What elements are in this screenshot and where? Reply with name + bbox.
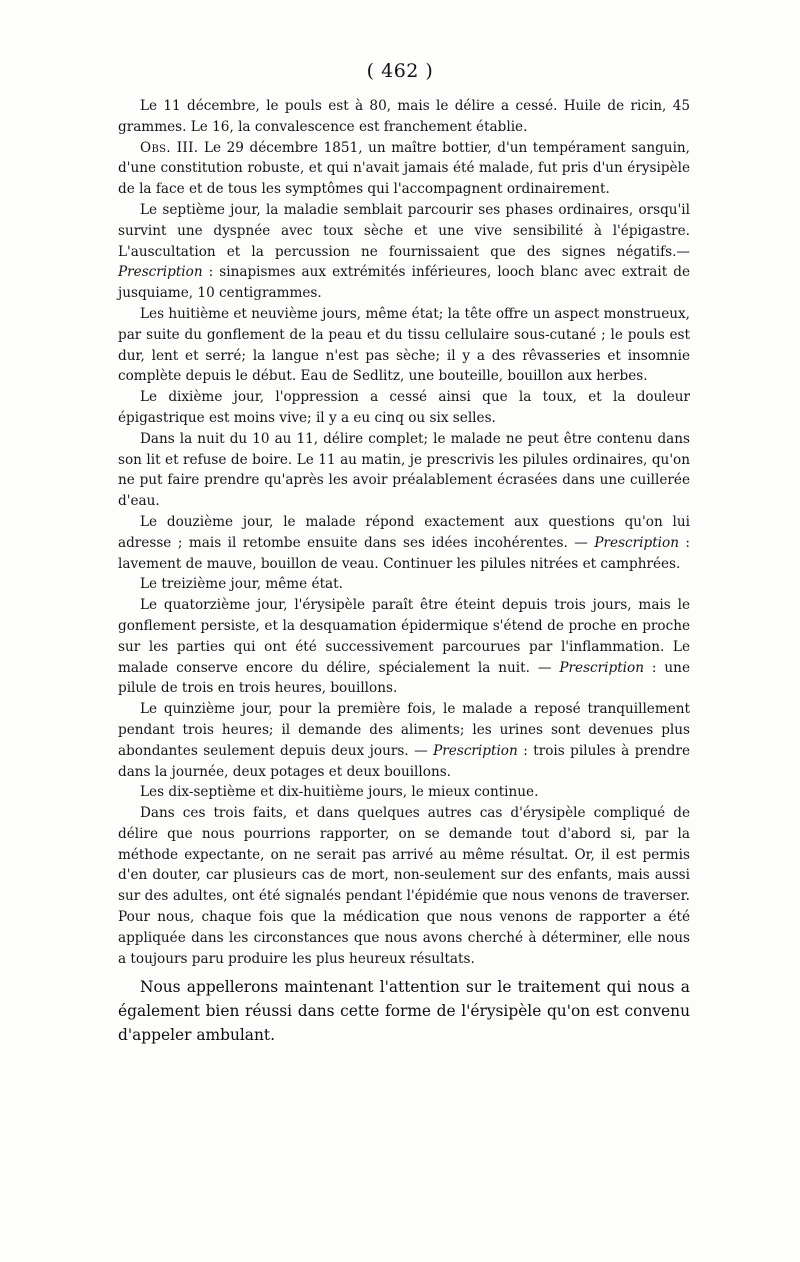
paragraph-11: Les dix-septième et dix-huitième jours, le mieux continue.: [140, 784, 539, 801]
paragraph-7-after: : lavement de mauve, bouillon de veau. Continuer les pilules nitrées et camphrées.: [118, 534, 691, 572]
paragraph-9-text: Le quatorzième jour, l'érysipèle paraît être éteint depuis trois jours, mais le gonflement persiste, et la desquamation épidermique s'étend de proche en proche sur les parties qui ont été successivement parcourues par l'inflammation. Le malade conserve encore du délire, spécialement la nuit. —: [118, 597, 690, 676]
prescription-label: Prescription: [118, 264, 203, 281]
paragraph-7: [118, 512, 690, 574]
observation-text: Le 29 décembre 1851, un maître bottier, d'un tempérament sanguin, d'une constitution robuste, et qui n'avait jamais été malade, fut pris d'un érysipèle de la face et de tous les symptômes qui l'accompagnent ordinairement.: [118, 139, 690, 198]
paragraph-3: [118, 200, 690, 304]
paragraph-3-text: Le septième jour, la maladie semblait parcourir ses phases ordinaires, orsqu'il survint une dyspnée avec toux sèche et une vive sensibilité à l'épigastre. L'auscultation et la percussion ne fournissaient que des signes négatifs.—: [118, 201, 690, 260]
paragraph-3-after: : sinapismes aux extrémités inférieures, looch blanc avec extrait de jusquiame, 10 centigrammes.: [118, 264, 690, 302]
paragraph-5: Le dixième jour, l'oppression a cessé ainsi que la toux, et la douleur épigastrique est moins vive; il y a eu cinq ou six selles.: [118, 389, 690, 426]
paragraph-1: Le 11 décembre, le pouls est à 80, mais le délire a cessé. Huile de ricin, 45 grammes. Le 16, la convalescence est franchement établie.: [118, 98, 690, 135]
prescription-label: Prescription: [559, 659, 644, 676]
paragraph-7-text: Le douzième jour, le malade répond exactement aux questions qu'on lui adresse ; mais il retombe ensuite dans ses idées incohérentes. —: [118, 513, 690, 551]
paragraph-10-text: Le quinzième jour, pour la première fois, le malade a reposé tranquillement pendant trois heures; il demande des aliments; les urines sont devenues plus abondantes seulement depuis deux jours. —: [118, 701, 690, 759]
observation-label: Obs. III.: [140, 139, 199, 156]
paragraph-12: Dans ces trois faits, et dans quelques autres cas d'érysipèle compliqué de délire que nous pourrions rapporter, on se demande tout d'abord si, par la méthode expectante, on ne serait pas arrivé au même résultat. Or, il est permis d'en douter, car plusieurs cas de mort, non-seulement sur des enfants, mais aussi sur des adultes, ont été signalés pendant l'épidémie que nous venons de traverser. Pour nous, chaque fois que la médication que nous venons de rapporter a été appliquée dans les circonstances que nous avons cherché à déterminer, elle nous a toujours paru produire les plus heureux résultats.: [118, 805, 690, 967]
prescription-label: Prescription: [433, 742, 518, 759]
paragraph-10: [118, 699, 690, 782]
page-number: ( 462 ): [366, 60, 434, 82]
prescription-label: Prescription: [594, 534, 679, 551]
paragraph-6: Dans la nuit du 10 au 11, délire complet; le malade ne peut être contenu dans son lit et refuse de boire. Le 11 au matin, je prescrivis les pilules ordinaires, qu'on ne put faire prendre qu'après les avoir préalablement écrasées dans une cuillerée d'eau.: [118, 430, 690, 510]
paragraph-observation-3: [118, 138, 690, 200]
body-text: [118, 96, 690, 1047]
paragraph-13: Nous appellerons maintenant l'attention sur le traitement qui nous a également bien réussi dans cette forme de l'érysipèle qu'on est convenu d'appeler ambulant.: [118, 978, 690, 1045]
paragraph-4: Les huitième et neuvième jours, même état; la tête offre un aspect monstrueux, par suite du gonflement de la peau et du tissu cellulaire sous-cutané ; le pouls est dur, lent et serré; la langue n'est pas sèche; il y a des rêvasseries et insomnie complète depuis le début. Eau de Sedlitz, une bouteille, bouillon aux herbes.: [118, 305, 690, 385]
paragraph-8: Le treizième jour, même état.: [140, 576, 343, 593]
paragraph-9-after: : une pilule de trois en trois heures, bouillons.: [118, 659, 690, 697]
paragraph-10-after: : trois pilules à prendre dans la journée, deux potages et deux bouillons.: [118, 742, 690, 780]
paragraph-9: [118, 595, 690, 699]
